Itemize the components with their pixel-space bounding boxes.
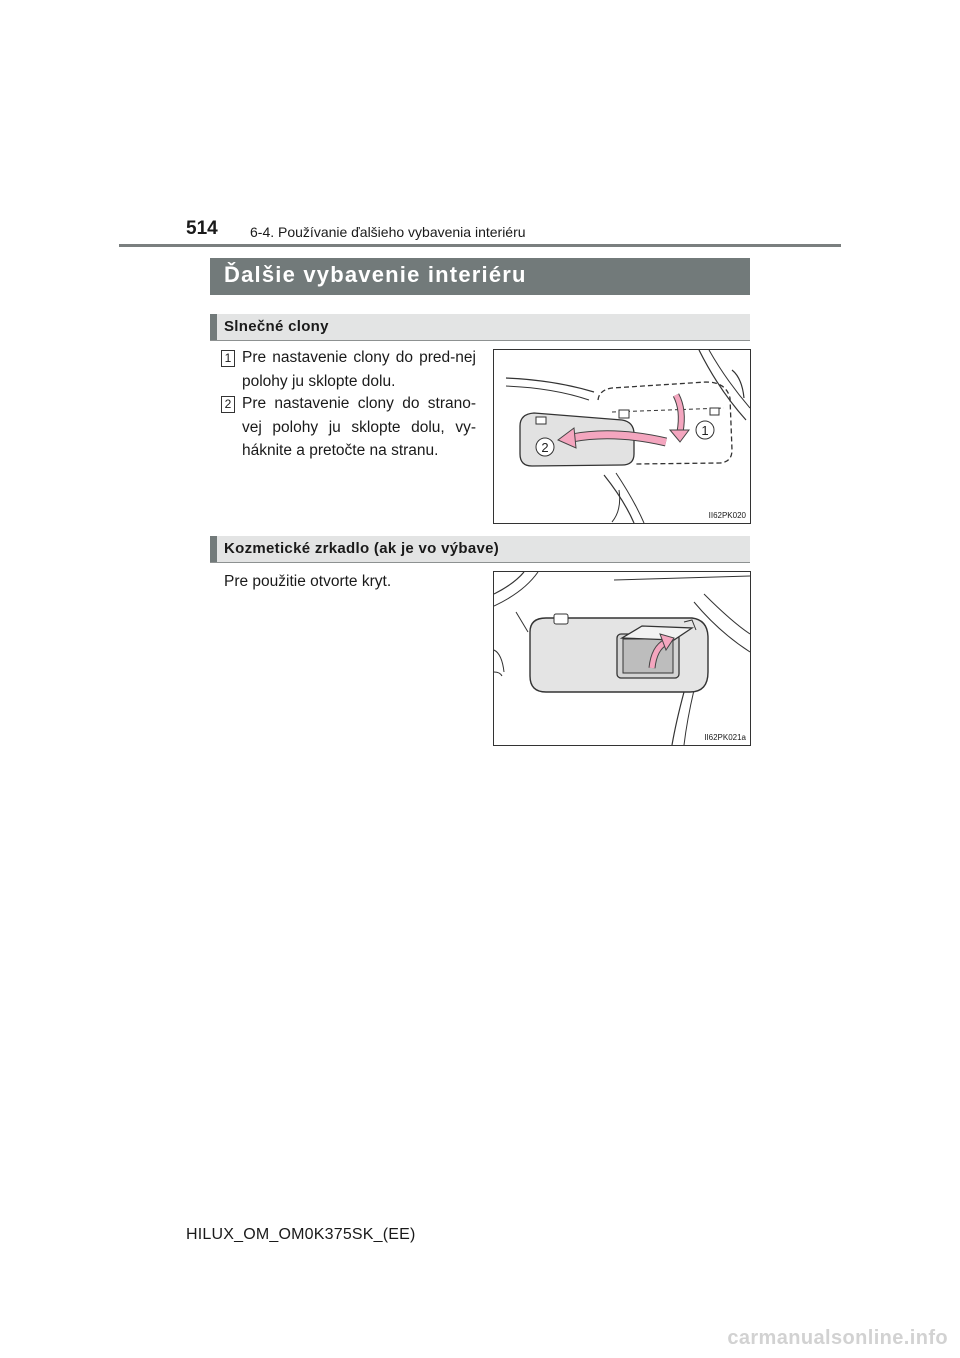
pillar-line <box>699 350 746 420</box>
callout-2-label: 2 <box>541 440 549 455</box>
sun-visors-heading-bar <box>210 314 750 341</box>
mirror-edge-left <box>494 650 504 672</box>
page-number: 514 <box>186 218 218 239</box>
a-pillar-line-inner <box>684 690 694 745</box>
vanity-mirror-heading-bar <box>210 536 750 563</box>
step-2-marker: 2 <box>221 396 235 413</box>
sun-visors-heading: Slnečné clony <box>224 318 329 335</box>
header-rule <box>119 244 841 247</box>
vanity-mirror-heading: Kozmetické zrkadlo (ak je vo výbave) <box>224 540 500 557</box>
chapter-title-bar <box>210 258 750 295</box>
headliner-line <box>614 576 750 580</box>
visor-clip <box>536 417 546 424</box>
visor-clip <box>554 614 568 624</box>
arrow-1-body <box>676 395 681 432</box>
roof-line-inner <box>506 386 589 400</box>
document-code: HILUX_OM_OM0K375SK_(EE) <box>186 1226 416 1243</box>
chapter-title: Ďalšie vybavenie interiéru <box>224 262 527 287</box>
mirror-edge-left-2 <box>494 672 502 676</box>
vanity-mirror-illustration <box>494 572 750 745</box>
a-pillar-line <box>604 475 634 523</box>
vanity-mirror-figure <box>493 571 751 746</box>
a-pillar-line <box>672 692 684 745</box>
trim-line <box>516 612 528 632</box>
visor-mount-right <box>710 408 719 415</box>
sun-visor-figure <box>493 349 751 524</box>
sun-visor-illustration <box>494 350 750 523</box>
sun-visor-figure-code: II62PK020 <box>708 511 746 520</box>
section-path: 6-4. Používanie ďalšieho vybavenia interiéru <box>250 224 526 240</box>
visor-mount <box>619 410 629 418</box>
step-1-text: Pre nastavenie clony do pred-nej polohy ju sklopte dolu. <box>242 349 476 390</box>
step-2-text: Pre nastavenie clony do strano-vej polohy ju sklopte dolu, vy-háknite a pretočte na stranu. <box>242 395 476 459</box>
roof-edge-inner <box>494 572 538 606</box>
watermark: carmanualsonline.info <box>727 1327 948 1349</box>
pillar-line-inner <box>704 594 750 634</box>
step-1-marker: 1 <box>221 350 235 367</box>
callout-1-label: 1 <box>701 423 709 438</box>
vanity-mirror-text: Pre použitie otvorte kryt. <box>224 573 392 590</box>
arrow-1-head <box>670 430 689 442</box>
vanity-mirror-figure-code: II62PK021a <box>704 733 746 742</box>
